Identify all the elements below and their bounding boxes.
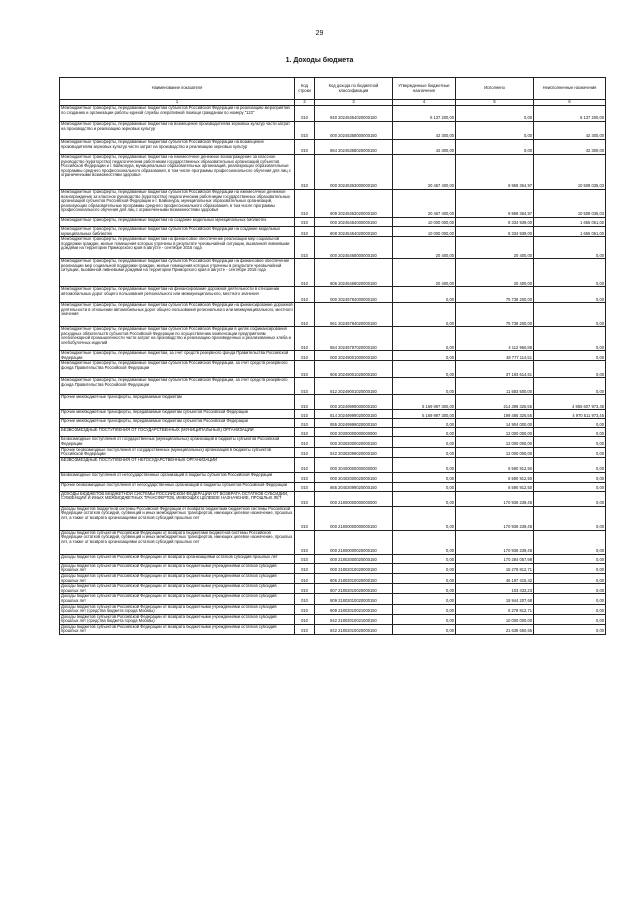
row-unexecuted-amount: 42 300,00 <box>534 140 606 155</box>
row-executed-amount: 8 334 939,00 <box>456 218 534 227</box>
row-executed-amount: 14 904 000,00 <box>456 419 534 428</box>
row-classification-code: 808 20245454020000150 <box>315 227 393 237</box>
row-line-code: 010 <box>295 447 315 457</box>
row-classification-code: 864 20245358020000150 <box>315 140 393 155</box>
row-executed-amount: 20 400,00 <box>456 259 534 287</box>
row-name: ДОХОДЫ БЮДЖЕТОВ БЮДЖЕТНОЙ СИСТЕМЫ РОССИЙСКОЙ ФЕДЕРАЦИИ ОТ ВОЗВРАТА ОСТАТКОВ СУБСИДИЙ, СУБВЕНЦИЙ И ИНЫХ МЕЖБЮДЖЕТНЫХ ТРАНСФЕРТОВ, ИМЕЮЩИХ ЦЕЛЕВОЕ НАЗНАЧЕНИЕ, ПРОШЛЫХ ЛЕТ <box>60 491 295 506</box>
row-name: Межбюджетные трансферты, передаваемые бюджетам субъектов Российской Федерации на возмещение производителям зерновых культур части затрат на производство и реализацию зерновых культур <box>60 140 295 155</box>
row-executed-amount: 20 400,00 <box>456 237 534 259</box>
row-executed-amount: 10 000 000,00 <box>456 614 534 624</box>
row-approved-amount: 0,00 <box>393 506 456 530</box>
table-row <box>60 437 606 447</box>
row-line-code: 010 <box>295 155 315 190</box>
table-row <box>60 237 606 259</box>
row-name: Межбюджетные трансферты, передаваемые бюджетам субъектов Российской Федерации в целях софинансирования расходных обязательств субъектов Российской Федерации по осуществлению компенсации предприятиям хлебопекарной промышленности части затрат на производство и реализацию произведенных и реализованных хлеба и хлебобулочных изделий <box>60 327 295 351</box>
row-name: Доходы бюджетов субъектов Российской Федерации от возврата бюджетными учреждениями остатков субсидий прошлых лет (средства бюджета города Москвы) <box>60 604 295 614</box>
row-approved-amount: 0,00 <box>393 482 456 491</box>
row-approved-amount: 10 000 000,00 <box>393 227 456 237</box>
row-name: Прочие межбюджетные трансферты, передаваемые бюджетам субъектов Российской Федерации <box>60 410 295 419</box>
row-executed-amount: 37 193 614,61 <box>456 361 534 378</box>
row-unexecuted-amount: 0,00 <box>534 584 606 594</box>
row-executed-amount: 5 278 812,71 <box>456 604 534 614</box>
row-name: Доходы бюджетов бюджетной системы Российской Федерации от возврата бюджетами бюджетной системы Российской Федерации остатков субсидий, субвенций и иных межбюджетных трансфертов, имеющих целевое назначение, прошлых лет, а также от возврата организациями остатков субсидий прошлых лет <box>60 506 295 530</box>
row-line-code: 010 <box>295 237 315 259</box>
table-row <box>60 361 606 378</box>
row-executed-amount: 0,00 <box>456 106 534 122</box>
row-name: Прочие безвозмездные поступления от негосударственных организаций в бюджеты субъектов Российской Федерации <box>60 482 295 491</box>
row-name: Межбюджетные трансферты, передаваемые бюджетам субъектов Российской Федерации, за счет средств резервного фонда Правительства Российской Федерации <box>60 361 295 378</box>
row-line-code: 010 <box>295 303 315 327</box>
table-row <box>60 351 606 361</box>
row-approved-amount: 0,00 <box>393 419 456 428</box>
row-classification-code: 000 20300000000000000 <box>315 428 393 437</box>
row-line-code: 010 <box>295 506 315 530</box>
row-line-code: 010 <box>295 554 315 563</box>
row-unexecuted-amount: 0,00 <box>534 614 606 624</box>
row-classification-code: 000 20402000020000150 <box>315 472 393 482</box>
row-unexecuted-amount: 0,00 <box>534 530 606 554</box>
row-name: Доходы бюджетов субъектов Российской Федерации от возврата бюджетами бюджетной системы Российской Федерации остатков субсидий, субвенций и иных межбюджетных трансфертов, имеющих целевое назначение, прошлых лет, а также от возврата организациями остатков субсидий прошлых лет <box>60 530 295 554</box>
row-name: Межбюджетные трансферты, передаваемые бюджетам субъектов Российской Федерации на ежемесячное денежное вознаграждение за классное руководство (кураторство) педагогическим работникам государственных образовательных организаций субъектов Российской Федерации и г. Байконура, муниципальных образовательных организаций, реализующих образовательные программы среднего профессионального образования, в том числе программы профессионального обучения для лиц с ограниченными возможностями здоровья <box>60 190 295 218</box>
row-unexecuted-amount: 0,00 <box>534 287 606 303</box>
row-classification-code: 864 20245787020000150 <box>315 327 393 351</box>
row-unexecuted-amount: 0,00 <box>534 419 606 428</box>
row-approved-amount: 0,00 <box>393 573 456 583</box>
row-executed-amount: 21 638 650,65 <box>456 624 534 634</box>
row-line-code: 010 <box>295 327 315 351</box>
row-classification-code: 842 20302099020000150 <box>315 447 393 457</box>
row-executed-amount: 75 738 200,00 <box>456 287 534 303</box>
row-classification-code: 806 20245468020000150 <box>315 259 393 287</box>
row-line-code: 010 <box>295 428 315 437</box>
row-line-code: 010 <box>295 482 315 491</box>
table-row <box>60 155 606 190</box>
table-row <box>60 447 606 457</box>
row-approved-amount: 0,00 <box>393 303 456 327</box>
row-line-code: 010 <box>295 491 315 506</box>
row-approved-amount: 5 169 997 300,00 <box>393 395 456 410</box>
column-number: 1 <box>60 100 295 106</box>
table-row <box>60 428 606 437</box>
row-unexecuted-amount: 0,00 <box>534 428 606 437</box>
table-row <box>60 218 606 227</box>
row-name: Межбюджетные трансферты, передаваемые бюджетам субъектов Российской Федерации на финансирование дорожной деятельности в отношении автомобильных дорог общего пользования регионального или межмуниципального, местного значения <box>60 303 295 327</box>
row-name: Межбюджетные трансферты, передаваемые бюджетам на возмещение производителям зерновых культур части затрат на производство и реализацию зерновых культур <box>60 122 295 140</box>
row-classification-code: 855 20249999020000150 <box>315 419 393 428</box>
row-name: Межбюджетные трансферты, передаваемые бюджетам на финансирование дорожной деятельности в отношении автомобильных дорог общего пользования регионального или межмуниципального, местного значения <box>60 287 295 303</box>
table-row <box>60 573 606 583</box>
table-row <box>60 594 606 604</box>
row-unexecuted-amount: 4 970 511 973,45 <box>534 410 606 419</box>
row-approved-amount: 0,00 <box>393 351 456 361</box>
row-unexecuted-amount: 0,00 <box>534 491 606 506</box>
row-name: Доходы бюджетов субъектов Российской Федерации от возврата бюджетными учреждениями остатков субсидий прошлых лет <box>60 624 295 634</box>
row-classification-code: 000 20245363000000150 <box>315 155 393 190</box>
row-line-code: 010 <box>295 472 315 482</box>
row-line-code: 010 <box>295 378 315 395</box>
table-row <box>60 482 606 491</box>
row-line-code: 010 <box>295 419 315 428</box>
row-approved-amount: 0,00 <box>393 437 456 447</box>
row-name: Межбюджетные трансферты, передаваемые бюджетам на финансовое обеспечение реализации мер социальной поддержки граждан, жилые помещения которых утрачены в результате чрезвычайной ситуации, вызванной ливневыми дождями на территории Приморского края в августе - сентябре 2016 года <box>60 237 295 259</box>
row-approved-amount: 0,00 <box>393 378 456 395</box>
row-name: Доходы бюджетов субъектов Российской Федерации от возврата бюджетными учреждениями остатков субсидий прошлых лет <box>60 573 295 583</box>
row-unexecuted-amount: 10 508 035,03 <box>534 155 606 190</box>
row-classification-code: 000 20245358000000150 <box>315 122 393 140</box>
row-unexecuted-amount: 0,00 <box>534 573 606 583</box>
row-approved-amount: 0,00 <box>393 594 456 604</box>
row-executed-amount: 12 000 000,00 <box>456 428 534 437</box>
row-line-code: 010 <box>295 287 315 303</box>
row-approved-amount: 0,00 <box>393 530 456 554</box>
table-row <box>60 614 606 624</box>
row-line-code: 010 <box>295 614 315 624</box>
row-classification-code: 000 20245784000000150 <box>315 287 393 303</box>
row-executed-amount: 8 334 939,00 <box>456 227 534 237</box>
row-name: Межбюджетные трансферты, передаваемые бюджетам субъектов Российской Федерации на финансовое обеспечение реализации мер социальной поддержки граждан, жилые помещения которых утрачены в результате чрезвычайной ситуации, вызванной ливневыми дождями на территории Приморского края в августе - сентябре 2016 года <box>60 259 295 287</box>
row-approved-amount: 20 400,00 <box>393 259 456 287</box>
table-row <box>60 554 606 563</box>
row-line-code: 010 <box>295 584 315 594</box>
row-unexecuted-amount: 0,00 <box>534 327 606 351</box>
table-row <box>60 378 606 395</box>
row-approved-amount: 0,00 <box>393 554 456 563</box>
table-row <box>60 604 606 614</box>
row-classification-code: 807 21802010020000150 <box>315 584 393 594</box>
row-approved-amount: 0,00 <box>393 447 456 457</box>
row-executed-amount: 0,00 <box>456 122 534 140</box>
row-approved-amount: 6 137 200,00 <box>393 106 456 122</box>
row-approved-amount: 20 467 400,00 <box>393 155 456 190</box>
row-executed-amount: 75 738 200,00 <box>456 303 534 327</box>
row-approved-amount: 0,00 <box>393 327 456 351</box>
row-line-code: 010 <box>295 106 315 122</box>
row-line-code: 010 <box>295 624 315 634</box>
row-line-code: 010 <box>295 361 315 378</box>
row-name: Безвозмездные поступления от негосударственных организаций в бюджеты субъектов Российской Федерации <box>60 472 295 482</box>
table-row <box>60 624 606 634</box>
row-approved-amount: 0,00 <box>393 614 456 624</box>
row-classification-code: 861 20245784020000150 <box>315 303 393 327</box>
row-name: Доходы бюджетов субъектов Российской Федерации от возврата бюджетными учреждениями остатков субсидий прошлых лет (средства бюджета города Москвы) <box>60 614 295 624</box>
row-line-code: 010 <box>295 395 315 410</box>
header-name: Наименование показателя <box>60 78 295 100</box>
row-executed-amount: 9 959 364,97 <box>456 155 534 190</box>
row-classification-code: 814 20249999020000150 <box>315 410 393 419</box>
row-name: БЕЗВОЗМЕЗДНЫЕ ПОСТУПЛЕНИЯ ОТ ГОСУДАРСТВЕННЫХ (МУНИЦИПАЛЬНЫХ) ОРГАНИЗАЦИЙ <box>60 428 295 437</box>
row-executed-amount: 170 284 057,98 <box>456 554 534 563</box>
header-unexecuted: Неисполненные назначения <box>534 78 606 100</box>
row-name: Доходы бюджетов субъектов Российской Федерации от возврата бюджетными учреждениями остатков субсидий прошлых лет <box>60 563 295 573</box>
row-executed-amount: 12 000 000,00 <box>456 447 534 457</box>
row-unexecuted-amount: 0,00 <box>534 237 606 259</box>
row-classification-code: 000 21800000000000000 <box>315 491 393 506</box>
table-body <box>60 106 606 635</box>
row-approved-amount: 5 169 997 300,00 <box>393 410 456 419</box>
row-line-code: 010 <box>295 604 315 614</box>
row-name: Межбюджетные трансферты, передаваемые бюджетам субъектов Российской Федерации, за счет средств резервного фонда Правительства Российской Федерации <box>60 378 295 395</box>
row-classification-code: 865 20402099020000150 <box>315 482 393 491</box>
row-unexecuted-amount: 42 300,00 <box>534 122 606 140</box>
row-line-code: 010 <box>295 573 315 583</box>
row-approved-amount: 20 467 400,00 <box>393 190 456 218</box>
row-approved-amount: 0,00 <box>393 428 456 437</box>
row-classification-code: 812 20249001020000150 <box>315 378 393 395</box>
row-unexecuted-amount: 1 665 061,00 <box>534 227 606 237</box>
row-executed-amount: 170 936 239,48 <box>456 506 534 530</box>
row-unexecuted-amount: 0,00 <box>534 351 606 361</box>
row-unexecuted-amount: 0,00 <box>534 624 606 634</box>
row-classification-code: 000 20302000020000150 <box>315 437 393 447</box>
table-row <box>60 584 606 594</box>
row-approved-amount: 0,00 <box>393 624 456 634</box>
row-line-code: 010 <box>295 227 315 237</box>
row-unexecuted-amount: 0,00 <box>534 563 606 573</box>
row-name: Безвозмездные поступления от государственных (муниципальных) организаций в бюджеты субъектов Российской Федерации <box>60 437 295 447</box>
row-executed-amount: 4 112 960,88 <box>456 327 534 351</box>
table-row <box>60 419 606 428</box>
row-executed-amount: 15 944 207,68 <box>456 594 534 604</box>
row-name: Межбюджетные трансферты, передаваемые бюджетам на ежемесячное денежное вознаграждение за классное руководство (кураторство) педагогическим работникам государственных образовательных организаций субъектов Российской Федерации и г. Байконура, муниципальных образовательных организаций, реализующих образовательные программы среднего профессионального образования, в том числе программы профессионального обучения для лиц с ограниченными возможностями здоровья <box>60 155 295 190</box>
row-name: Прочие межбюджетные трансферты, передаваемые бюджетам <box>60 395 295 410</box>
row-classification-code: 000 20245454000000150 <box>315 218 393 227</box>
row-classification-code: 000 20249001000000150 <box>315 351 393 361</box>
row-unexecuted-amount: 1 665 061,00 <box>534 218 606 227</box>
table-row <box>60 327 606 351</box>
row-name: Доходы бюджетов субъектов Российской Федерации от возврата организациями остатков субсидий прошлых лет <box>60 554 295 563</box>
header-classification: Код дохода по бюджетной классификации <box>315 78 393 100</box>
header-line-code: Код строки <box>295 78 315 100</box>
row-name: Межбюджетные трансферты, передаваемые бюджетам на создание модельных муниципальных библиотек <box>60 218 295 227</box>
row-executed-amount: 170 936 239,48 <box>456 530 534 554</box>
row-classification-code: 000 21800000020000150 <box>315 530 393 554</box>
row-executed-amount: 9 959 364,97 <box>456 190 534 218</box>
row-executed-amount: 6 590 912,50 <box>456 482 534 491</box>
table-row <box>60 122 606 140</box>
row-line-code: 010 <box>295 140 315 155</box>
row-unexecuted-amount: 0,00 <box>534 447 606 457</box>
row-line-code: 010 <box>295 563 315 573</box>
row-name: Межбюджетные трансферты, передаваемые бюджетам субъектов Российской Федерации на реализацию мероприятий по созданию и организации работы единой службы оперативной помощи гражданам по номеру "122" <box>60 106 295 122</box>
row-unexecuted-amount: 10 508 035,03 <box>534 190 606 218</box>
row-executed-amount: 214 399 326,55 <box>456 395 534 410</box>
row-classification-code: 842 21802010021000150 <box>315 614 393 624</box>
row-name: Прочие межбюджетные трансферты, передаваемые бюджетам субъектов Российской Федерации <box>60 419 295 428</box>
row-classification-code: 809 21802010020000150 <box>315 594 393 604</box>
row-unexecuted-amount: 0,00 <box>534 437 606 447</box>
row-approved-amount: 42 300,00 <box>393 122 456 140</box>
header-approved: Утвержденные бюджетные назначения <box>393 78 456 100</box>
row-approved-amount: 20 400,00 <box>393 237 456 259</box>
row-classification-code: 842 21802010020000150 <box>315 624 393 634</box>
row-classification-code: 806 21802010020000150 <box>315 573 393 583</box>
row-line-code: 010 <box>295 218 315 227</box>
row-executed-amount: 12 000 000,00 <box>456 437 534 447</box>
row-unexecuted-amount: 0,00 <box>534 303 606 327</box>
row-unexecuted-amount: 0,00 <box>534 361 606 378</box>
column-number: 5 <box>456 100 534 106</box>
row-executed-amount: 11 583 500,00 <box>456 378 534 395</box>
table-header-row <box>60 78 606 100</box>
column-number: 3 <box>315 100 393 106</box>
table-row <box>60 140 606 155</box>
row-approved-amount: 0,00 <box>393 584 456 594</box>
row-name: Прочие безвозмездные поступления от государственных (муниципальных) организаций в бюджеты субъектов Российской Федерации <box>60 447 295 457</box>
row-unexecuted-amount: 6 137 200,00 <box>534 106 606 122</box>
row-approved-amount: 0,00 <box>393 361 456 378</box>
row-executed-amount: 0,00 <box>456 140 534 155</box>
row-classification-code: 000 21800000000000150 <box>315 506 393 530</box>
row-classification-code: 000 21802010020000150 <box>315 563 393 573</box>
header-executed: Исполнено <box>456 78 534 100</box>
row-line-code: 010 <box>295 190 315 218</box>
row-unexecuted-amount: 0,00 <box>534 594 606 604</box>
row-executed-amount: 103 433,23 <box>456 584 534 594</box>
row-line-code: 010 <box>295 457 315 472</box>
table-row <box>60 287 606 303</box>
table-row <box>60 472 606 482</box>
row-unexecuted-amount: 0,00 <box>534 457 606 472</box>
page-number: 29 <box>315 30 324 37</box>
row-approved-amount: 42 300,00 <box>393 140 456 155</box>
column-number: 4 <box>393 100 456 106</box>
table-row <box>60 563 606 573</box>
row-line-code: 010 <box>295 594 315 604</box>
row-name: Доходы бюджетов субъектов Российской Федерации от возврата бюджетными учреждениями остатков субсидий прошлых лет <box>60 584 295 594</box>
column-number: 6 <box>534 100 606 106</box>
table-row <box>60 410 606 419</box>
table-row <box>60 530 606 554</box>
row-name: Межбюджетные трансферты, передаваемые бюджетам субъектов Российской Федерации на создание модельных муниципальных библиотек <box>60 227 295 237</box>
row-name: БЕЗВОЗМЕЗДНЫЕ ПОСТУПЛЕНИЯ ОТ НЕГОСУДАРСТВЕННЫХ ОРГАНИЗАЦИЙ <box>60 457 295 472</box>
row-executed-amount: 46 197 415,42 <box>456 573 534 583</box>
row-approved-amount: 0,00 <box>393 287 456 303</box>
row-unexecuted-amount: 0,00 <box>534 482 606 491</box>
row-classification-code: 809 20245363020000150 <box>315 190 393 218</box>
row-approved-amount: 10 000 000,00 <box>393 218 456 227</box>
table-row <box>60 259 606 287</box>
row-approved-amount: 0,00 <box>393 457 456 472</box>
table-row <box>60 395 606 410</box>
row-name: Межбюджетные трансферты, передаваемые бюджетам, за счет средств резервного фонда Правительства Российской Федерации <box>60 351 295 361</box>
row-classification-code: 806 20249001020000150 <box>315 361 393 378</box>
row-unexecuted-amount: 0,00 <box>534 604 606 614</box>
section-title: 1. Доходы бюджета <box>285 57 354 64</box>
column-number: 2 <box>295 100 315 106</box>
row-approved-amount: 0,00 <box>393 604 456 614</box>
row-approved-amount: 0,00 <box>393 563 456 573</box>
row-approved-amount: 0,00 <box>393 472 456 482</box>
row-unexecuted-amount: 0,00 <box>534 554 606 563</box>
row-unexecuted-amount: 4 955 607 973,45 <box>534 395 606 410</box>
table-row <box>60 457 606 472</box>
row-executed-amount: 48 777 114,51 <box>456 351 534 361</box>
row-approved-amount: 0,00 <box>393 491 456 506</box>
table-row <box>60 491 606 506</box>
row-classification-code: 000 20400000000000000 <box>315 457 393 472</box>
row-classification-code: 000 21802000020000150 <box>315 554 393 563</box>
row-line-code: 010 <box>295 122 315 140</box>
row-executed-amount: 170 936 239,48 <box>456 491 534 506</box>
row-line-code: 010 <box>295 437 315 447</box>
row-executed-amount: 6 590 912,50 <box>456 457 534 472</box>
row-unexecuted-amount: 0,00 <box>534 259 606 287</box>
row-line-code: 010 <box>295 259 315 287</box>
row-classification-code: 809 21802010021000150 <box>315 604 393 614</box>
row-classification-code: 000 20249999000000150 <box>315 395 393 410</box>
row-executed-amount: 15 278 812,71 <box>456 563 534 573</box>
row-unexecuted-amount: 0,00 <box>534 472 606 482</box>
row-classification-code: 840 20245354020000150 <box>315 106 393 122</box>
row-executed-amount: 199 485 326,55 <box>456 410 534 419</box>
row-line-code: 010 <box>295 530 315 554</box>
budget-income-table <box>59 77 606 635</box>
row-unexecuted-amount: 0,00 <box>534 506 606 530</box>
table-row <box>60 190 606 218</box>
row-name: Доходы бюджетов субъектов Российской Федерации от возврата бюджетными учреждениями остатков субсидий прошлых лет <box>60 594 295 604</box>
table-row <box>60 303 606 327</box>
row-classification-code: 000 20245468000000150 <box>315 237 393 259</box>
row-line-code: 010 <box>295 351 315 361</box>
row-unexecuted-amount: 0,00 <box>534 378 606 395</box>
row-line-code: 010 <box>295 410 315 419</box>
table-row <box>60 227 606 237</box>
table-row <box>60 506 606 530</box>
row-executed-amount: 6 590 912,50 <box>456 472 534 482</box>
table-row <box>60 106 606 122</box>
